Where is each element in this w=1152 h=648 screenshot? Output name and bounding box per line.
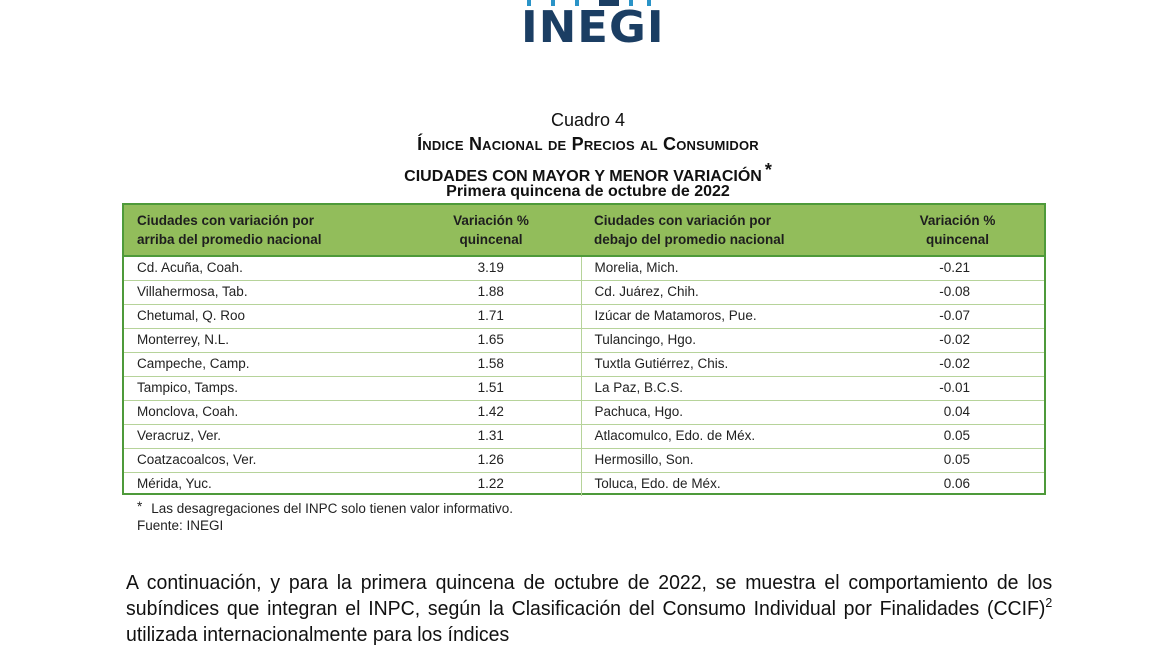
above-variation-cell: 1.26 xyxy=(401,448,581,472)
header-above-variation: Variación % quincenal xyxy=(401,205,581,256)
table-row xyxy=(124,376,1044,400)
table-row xyxy=(124,424,1044,448)
below-variation-cell: 0.05 xyxy=(871,424,1044,448)
above-variation-cell: 1.88 xyxy=(401,280,581,304)
above-city-cell: Coatzacoalcos, Ver. xyxy=(124,448,401,472)
below-city-cell: Morelia, Mich. xyxy=(581,256,871,280)
above-variation-cell: 1.51 xyxy=(401,376,581,400)
table-row xyxy=(124,328,1044,352)
variation-table xyxy=(124,205,1044,496)
table-title: Índice Nacional de Precios al Consumidor xyxy=(417,134,759,154)
above-city-cell: Monclova, Coah. xyxy=(124,400,401,424)
below-variation-cell: -0.08 xyxy=(871,280,1044,304)
below-city-cell: Pachuca, Hgo. xyxy=(581,400,871,424)
body-paragraph xyxy=(126,570,1052,648)
table-row xyxy=(124,256,1044,280)
below-variation-cell: -0.07 xyxy=(871,304,1044,328)
footnote-marker: * xyxy=(137,499,143,514)
above-city-cell: Villahermosa, Tab. xyxy=(124,280,401,304)
below-variation-cell: 0.04 xyxy=(871,400,1044,424)
table-row xyxy=(124,304,1044,328)
table-row xyxy=(124,400,1044,424)
below-variation-cell: -0.21 xyxy=(871,256,1044,280)
footnote-reference: 2 xyxy=(1045,595,1053,610)
above-variation-cell: 1.42 xyxy=(401,400,581,424)
table-number: Cuadro 4 xyxy=(550,110,626,130)
above-city-cell: Tampico, Tamps. xyxy=(124,376,401,400)
above-city-cell: Chetumal, Q. Roo xyxy=(124,304,401,328)
footnote-text: Las desagregaciones del INPC solo tienen valor informativo. xyxy=(151,501,513,516)
inegi-logo xyxy=(521,0,665,55)
table-row xyxy=(124,280,1044,304)
below-city-cell: Cd. Juárez, Chih. xyxy=(581,280,871,304)
above-variation-cell: 1.22 xyxy=(401,472,581,496)
table-row xyxy=(124,448,1044,472)
above-variation-cell: 1.31 xyxy=(401,424,581,448)
below-city-cell: Tuxtla Gutiérrez, Chis. xyxy=(581,352,871,376)
above-city-cell: Veracruz, Ver. xyxy=(124,424,401,448)
above-variation-cell: 1.71 xyxy=(401,304,581,328)
paragraph-text: A continuación, y para la primera quincena de octubre de 2022, se muestra el comportamiento de los subíndices que integran el INPC, según la Clasificación del Consumo Individual por Finalidades (CCIF) xyxy=(126,571,1053,620)
above-variation-cell: 1.58 xyxy=(401,352,581,376)
below-variation-cell: -0.02 xyxy=(871,328,1044,352)
below-variation-cell: 0.05 xyxy=(871,448,1044,472)
cities-variation-table xyxy=(122,203,1046,495)
table-period: Primera quincena de octubre de 2022 xyxy=(446,183,730,200)
table-body xyxy=(124,256,1044,496)
footnote-source: Fuente: INEGI xyxy=(137,518,224,533)
above-variation-cell: 1.65 xyxy=(401,328,581,352)
above-city-cell: Cd. Acuña, Coah. xyxy=(124,256,401,280)
subtitle-text: CIUDADES CON MAYOR Y MENOR VARIACIÓN xyxy=(404,168,762,185)
table-header-row xyxy=(124,205,1044,256)
header-above-city: Ciudades con variación por arriba del promedio nacional xyxy=(124,205,401,256)
table-row xyxy=(124,352,1044,376)
paragraph-text-continued: utilizada internacionalmente para los índices xyxy=(126,623,510,646)
above-variation-cell: 3.19 xyxy=(401,256,581,280)
below-city-cell: Izúcar de Matamoros, Pue. xyxy=(581,304,871,328)
below-city-cell: Tulancingo, Hgo. xyxy=(581,328,871,352)
below-city-cell: La Paz, B.C.S. xyxy=(581,376,871,400)
below-city-cell: Toluca, Edo. de Méx. xyxy=(594,476,721,492)
table-row xyxy=(124,472,1044,496)
above-city-cell: Campeche, Camp. xyxy=(124,352,401,376)
above-city-cell: Mérida, Yuc. xyxy=(137,476,212,492)
below-city-cell: Hermosillo, Son. xyxy=(581,448,871,472)
logo-text: INEGI xyxy=(521,2,665,53)
header-below-variation: Variación % quincenal xyxy=(871,205,1044,256)
above-city-cell: Monterrey, N.L. xyxy=(124,328,401,352)
subtitle-footnote-marker: * xyxy=(764,160,772,180)
below-variation-cell: -0.01 xyxy=(871,376,1044,400)
footnote-informative xyxy=(137,498,513,517)
below-city-cell: Atlacomulco, Edo. de Méx. xyxy=(581,424,871,448)
below-variation-cell: -0.02 xyxy=(871,352,1044,376)
below-variation-cell: 0.06 xyxy=(943,476,970,492)
header-below-city: Ciudades con variación por debajo del promedio nacional xyxy=(581,205,871,256)
